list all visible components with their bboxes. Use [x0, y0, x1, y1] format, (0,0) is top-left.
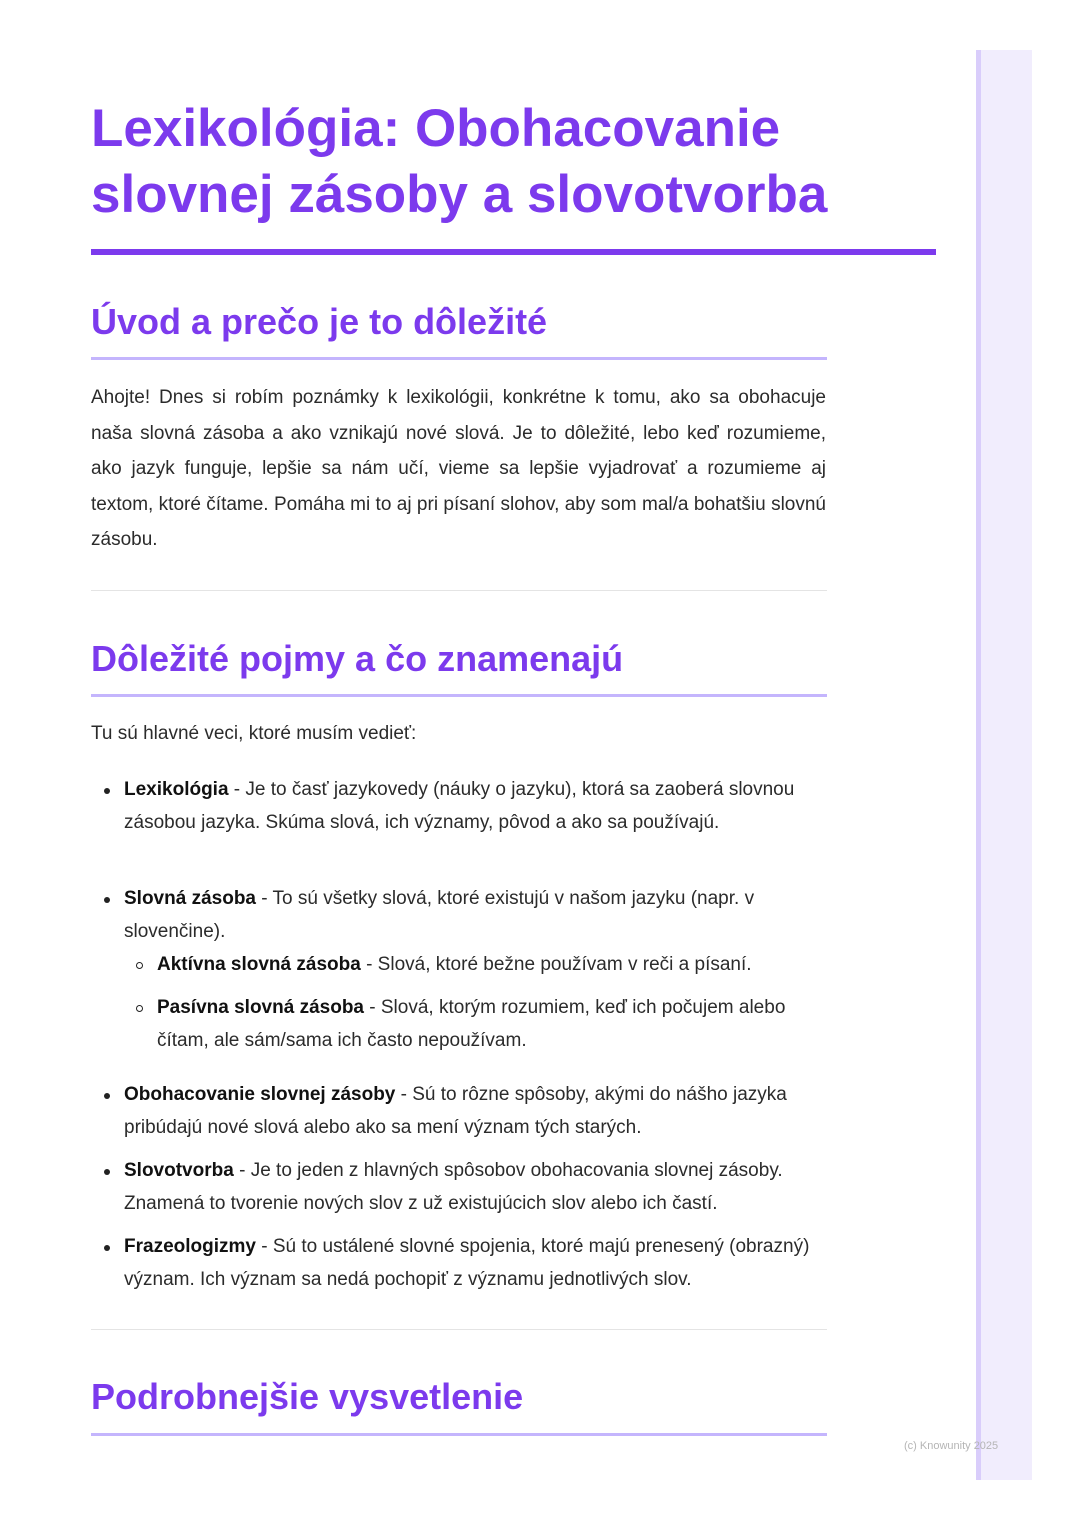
side-panel-edge — [976, 50, 981, 1480]
watermark: (c) Knowunity 2025 — [904, 1440, 999, 1452]
side-panel — [976, 50, 1032, 1480]
bullet-icon — [104, 1093, 110, 1099]
sub-list-item — [157, 991, 829, 1057]
term: Frazeologizmy — [124, 1236, 256, 1257]
term-definition: - Je to časť jazykovedy (náuky o jazyku), ktorá sa zaoberá slovnou zásobou jazyka. Skúma slová, ich významy, pôvod a ako sa používajú. — [124, 779, 795, 833]
term-definition: - To sú všetky slová, ktoré existujú v našom jazyku (napr. v slovenčine). — [124, 888, 755, 942]
section-divider — [91, 590, 827, 591]
section-heading-terms: Dôležité pojmy a čo znamenajú — [91, 638, 624, 679]
term: Slovotvorba — [124, 1160, 234, 1181]
sub-list-item — [157, 948, 829, 981]
circle-bullet-icon — [136, 1005, 143, 1012]
terms-lead: Tu sú hlavné veci, ktoré musím vedieť: — [91, 723, 417, 744]
circle-bullet-icon — [136, 962, 143, 969]
term: Pasívna slovná zásoba — [157, 997, 364, 1018]
bullet-icon — [104, 1245, 110, 1251]
term-definition: - Je to jeden z hlavných spôsobov obohacovania slovnej zásoby. Znamená to tvorenie nových slov z už existujúcich slov alebo ich častí. — [124, 1160, 783, 1214]
title-underline — [91, 249, 936, 255]
section-underline — [91, 694, 827, 697]
term-definition: - Slová, ktorým rozumiem, keď ich počujem alebo čítam, ale sám/sama ich často nepoužívam. — [157, 997, 786, 1051]
section-divider — [91, 1329, 827, 1330]
section-heading-intro: Úvod a prečo je to dôležité — [91, 301, 548, 342]
term: Slovná zásoba — [124, 888, 256, 909]
page-title: Lexikológia: Obohacovanie slovnej zásoby a slovotvorba — [91, 99, 828, 224]
term-definition: - Sú to ustálené slovné spojenia, ktoré majú prenesený (obrazný) význam. Ich význam sa nedá pochopiť z významu jednotlivých slov. — [124, 1236, 810, 1290]
bullet-icon — [104, 1169, 110, 1175]
section-underline — [91, 1433, 827, 1436]
intro-paragraph: Ahojte! Dnes si robím poznámky k lexikológii, konkrétne k tomu, ako sa obohacuje naša slovná zásoba a ako vznikajú nové slová. Je to dôležité, lebo keď rozumieme, ako jazyk funguje, lepšie sa nám učí, vieme sa lepšie vyjadrovať a rozumieme aj textom, ktoré čítame. Pomáha mi to aj pri písaní slohov, aby som mal/a bohatšiu slovnú zásobu. — [91, 387, 826, 550]
list-item — [124, 1078, 829, 1144]
term-definition: - Slová, ktoré bežne používam v reči a písaní. — [360, 954, 752, 975]
bullet-icon — [104, 788, 110, 794]
bullet-icon — [104, 897, 110, 903]
section-underline — [91, 357, 827, 360]
list-item — [124, 1230, 829, 1296]
list-item — [124, 1154, 829, 1220]
list-item — [124, 882, 829, 948]
term-definition: - Sú to rôzne spôsoby, akými do nášho jazyka pribúdajú nové slová alebo ako sa mení význam tých starých. — [124, 1084, 787, 1138]
section-heading-detail: Podrobnejšie vysvetlenie — [91, 1376, 524, 1417]
list-item — [124, 773, 829, 839]
term: Lexikológia — [124, 779, 229, 800]
term: Aktívna slovná zásoba — [157, 954, 361, 975]
term: Obohacovanie slovnej zásoby — [124, 1084, 396, 1105]
